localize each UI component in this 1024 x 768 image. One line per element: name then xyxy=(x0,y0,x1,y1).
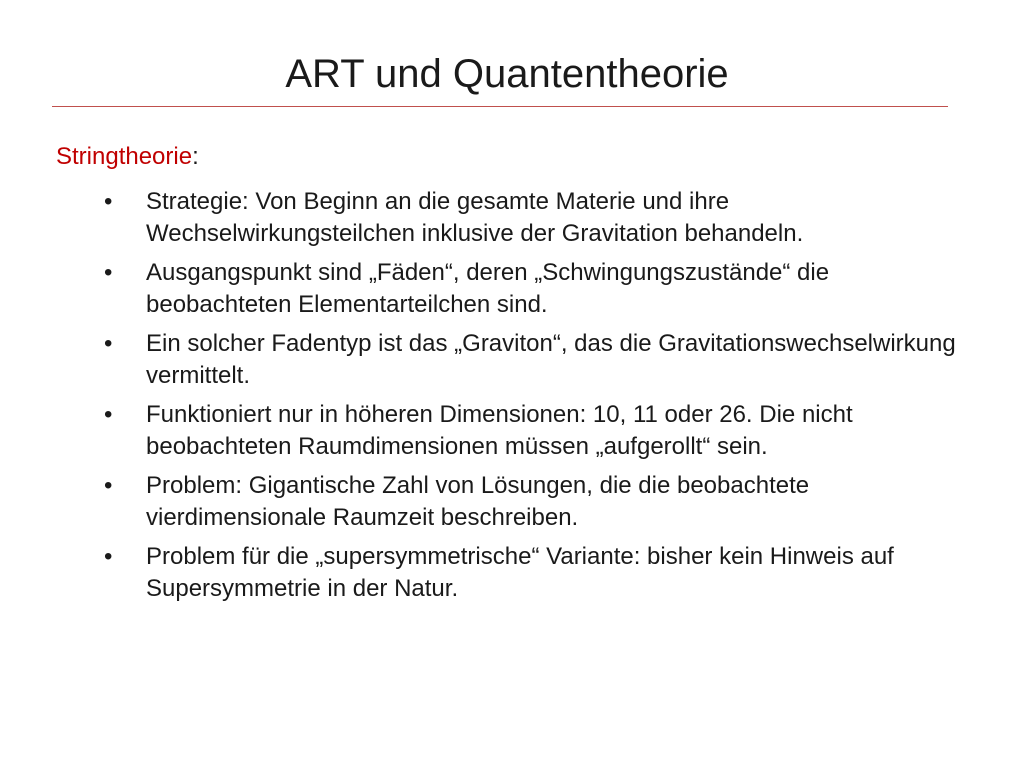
bullet-icon: • xyxy=(104,330,113,357)
bullet-item xyxy=(100,257,960,321)
section-heading xyxy=(56,141,199,173)
section-heading-colon: : xyxy=(192,143,199,170)
bullet-text: Problem: Gigantische Zahl von Lösungen, die die beobachtete vierdimensionale Raumzeit beschreiben. xyxy=(146,472,810,531)
bullet-icon: • xyxy=(104,472,113,499)
bullet-text: Funktioniert nur in höheren Dimensionen: 10, 11 oder 26. Die nicht beobachteten Raumdimensionen müssen „aufgerollt“ sein. xyxy=(146,401,853,460)
bullet-list xyxy=(100,186,960,612)
bullet-item xyxy=(100,541,960,605)
bullet-icon: • xyxy=(104,543,113,570)
slide-title: ART und Quantentheorie xyxy=(285,52,729,96)
bullet-text: Ausgangspunkt sind „Fäden“, deren „Schwingungszustände“ die beobachteten Elementarteilchen sind. xyxy=(146,259,830,318)
section-heading-text: Stringtheorie xyxy=(56,143,193,170)
bullet-item xyxy=(100,186,960,250)
bullet-item xyxy=(100,470,960,534)
bullet-text: Strategie: Von Beginn an die gesamte Materie und ihre Wechselwirkungsteilchen inklusive der Gravitation behandeln. xyxy=(146,188,804,247)
bullet-icon: • xyxy=(104,259,113,286)
bullet-icon: • xyxy=(104,188,113,215)
title-divider xyxy=(52,106,948,107)
bullet-text: Problem für die „supersymmetrische“ Variante: bisher kein Hinweis auf Supersymmetrie in der Natur. xyxy=(146,543,894,602)
bullet-icon: • xyxy=(104,401,113,428)
bullet-text: Ein solcher Fadentyp ist das „Graviton“, das die Gravitationswechselwirkung vermittelt. xyxy=(146,330,956,389)
bullet-item xyxy=(100,399,960,463)
bullet-item xyxy=(100,328,960,392)
